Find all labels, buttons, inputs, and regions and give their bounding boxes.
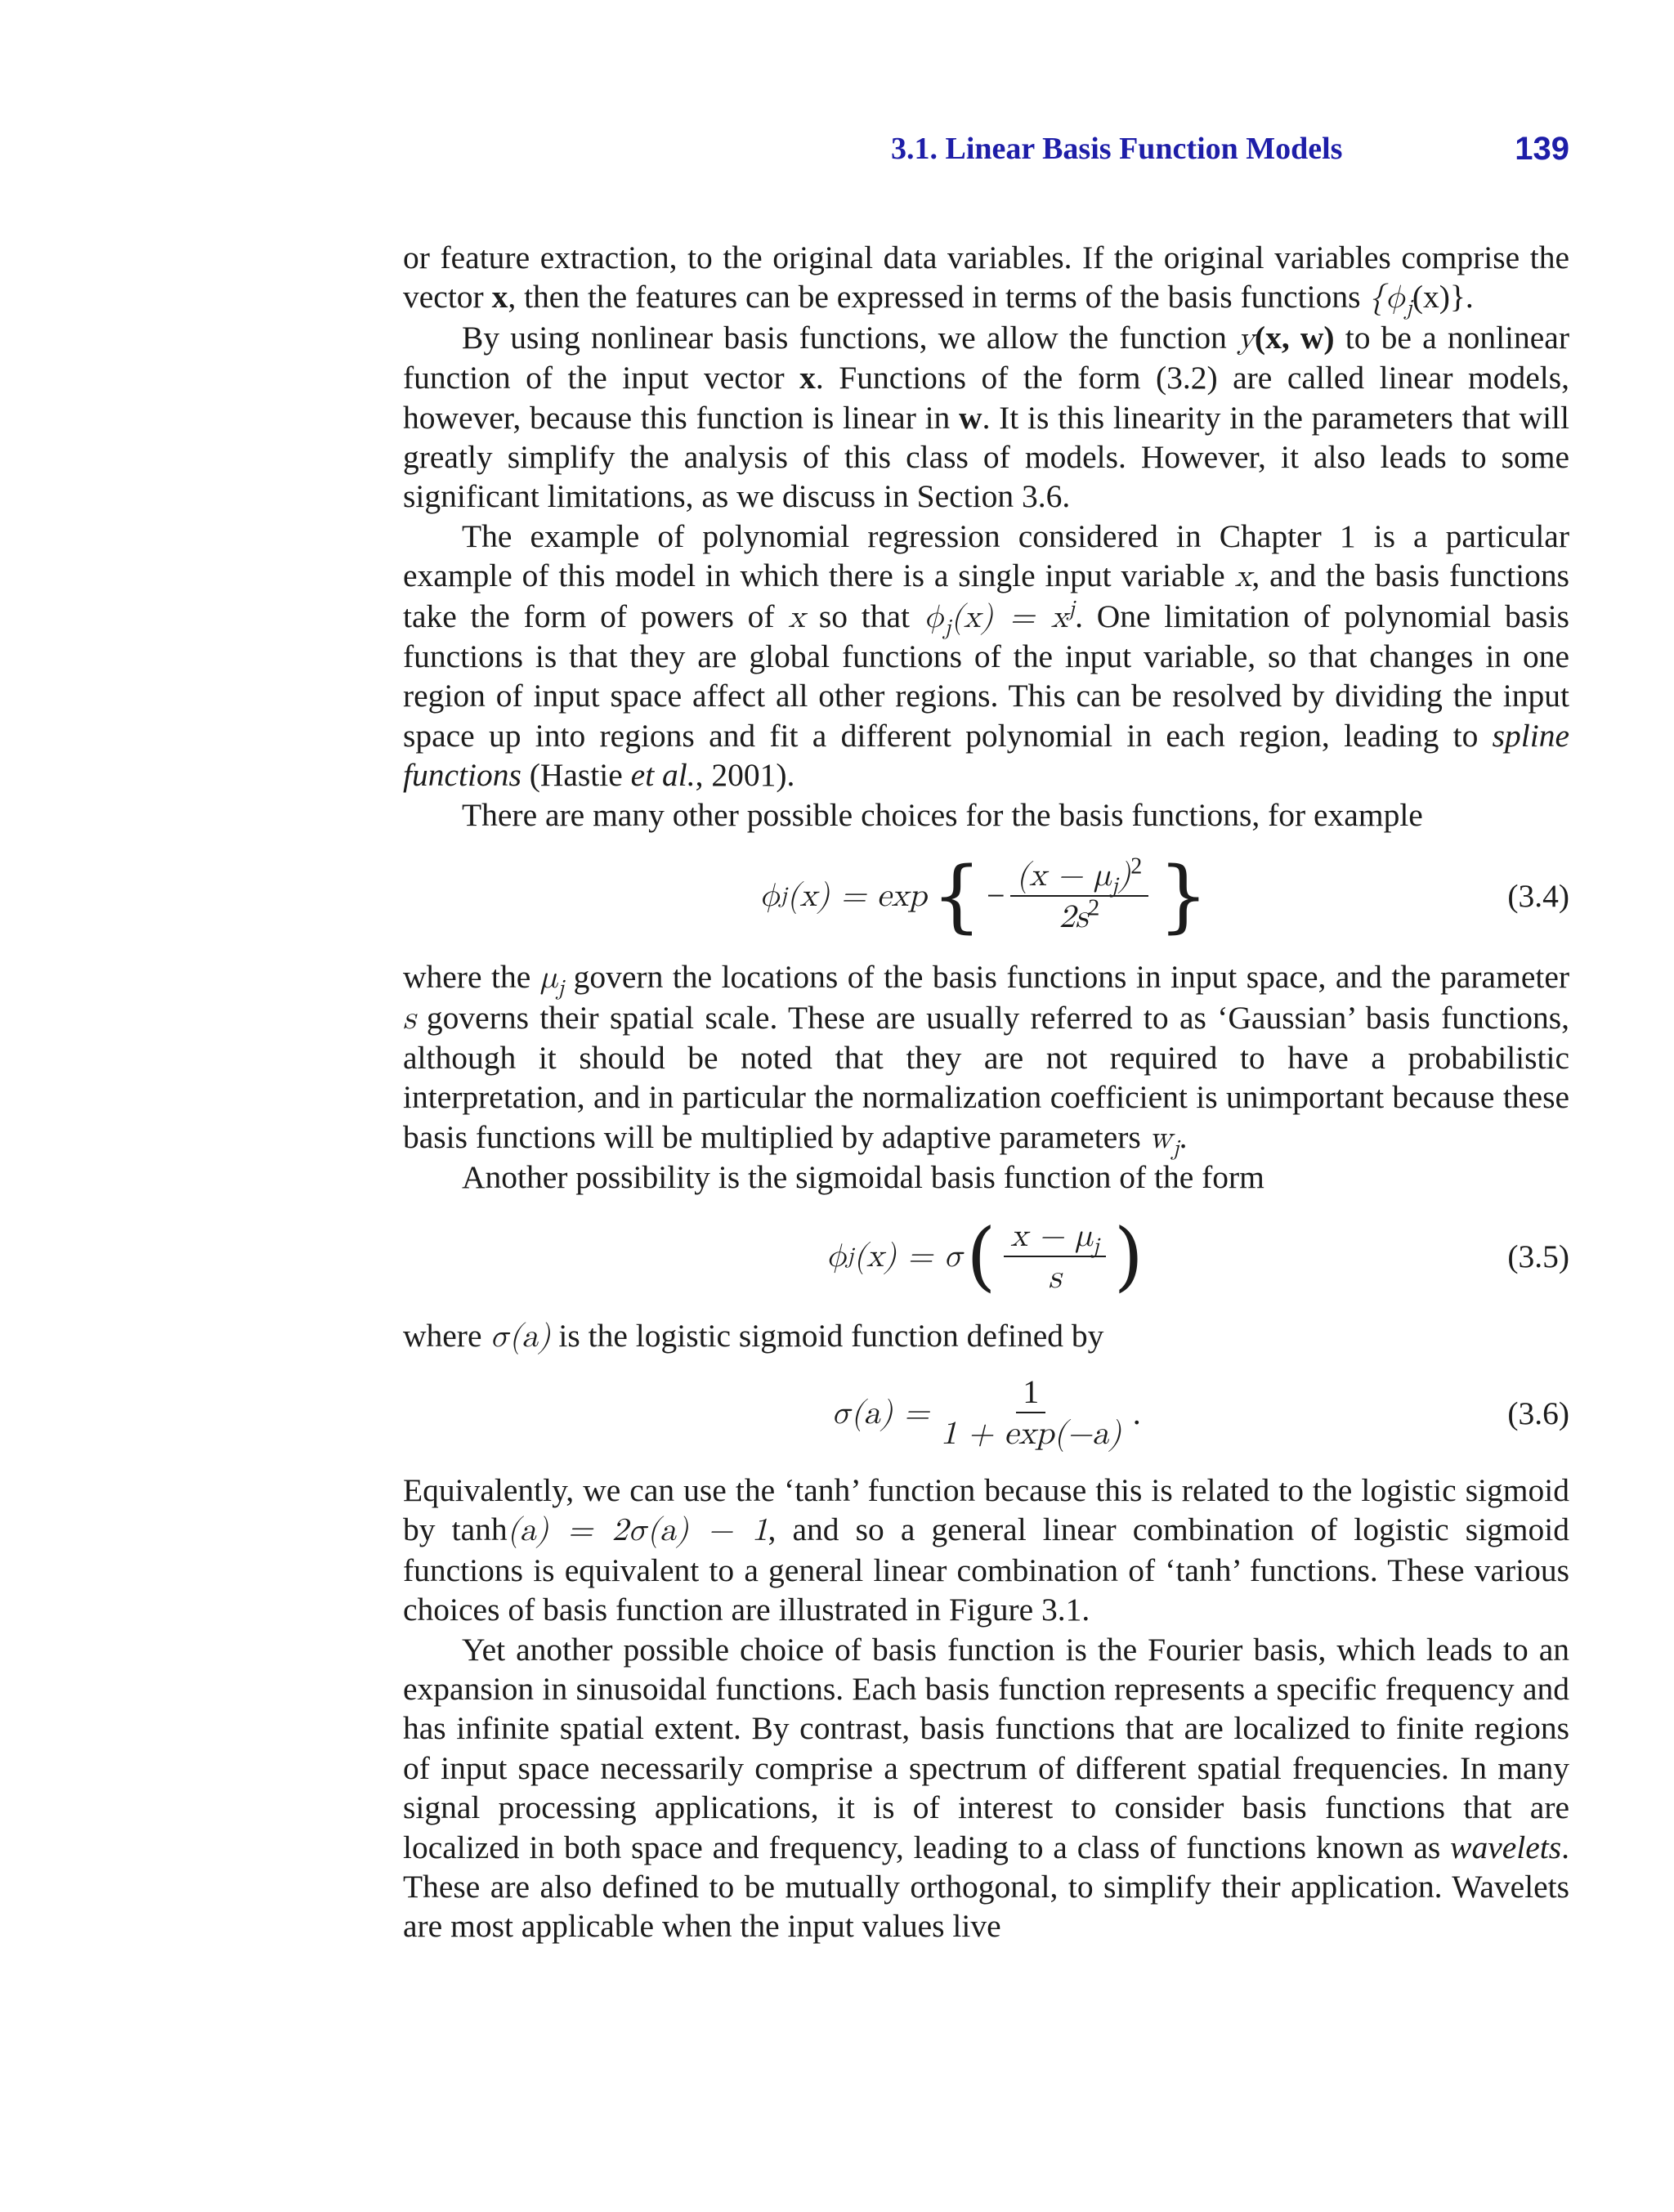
paragraph-4: There are many other possible choices for the basis functions, for example — [462, 796, 1423, 833]
paragraph-7: where σ(a) is the logistic sigmoid function defined by — [403, 1317, 1104, 1354]
paragraph-8: Equivalently, we can use the ‘tanh’ function because this is related to the logistic sigmoid by tanh(a) = 2σ(a) − 1, and so a general linear combination of logistic sigmoid functions is equivalent to a general linear combination of ‘tanh’ functions. These various choices of basis function are illustrated in Figure 3.1. — [403, 1471, 1569, 1628]
section-title: 3.1. Linear Basis Function Models — [891, 132, 1343, 166]
equation-number: (3.4) — [1507, 877, 1569, 914]
equation-3-5: ϕ j (x) = σ ( $\frac{x - \mu_j}{s}$ ) (3.5) — [826, 1212, 1569, 1301]
paragraph-3: The example of polynomial regression considered in Chapter 1 is a particular example of this model in which there is a single input variable x, and the basis functions take the form of powers of x so that $\phi_j(x) = x^j$. One limitation of polynomial basis functions is that they are global functions of the input variable, so that changes in one region of input space affect all other regions. This can be resolved by dividing the input space up into regions and fit a different polynomial in each region, leading to spline functions (Hastie et al., 2001). — [403, 517, 1570, 794]
running-header — [891, 131, 1569, 180]
page-number: 139 — [1515, 131, 1569, 167]
equation-3-6: σ(a) = $\frac{1}{1 + \exp(-a)}$ . (3.6) — [831, 1373, 1569, 1451]
paragraph-1: or feature extraction, to the original data variables. If the original variables comprise the vector x, then the features can be expressed in terms of the basis functions $\{\phi_j(x)\}$. — [403, 240, 1569, 320]
paragraph-9: Yet another possible choice of basis function is the Fourier basis, which leads to an expansion in sinusoidal functions. Each basis function represents a specific frequency and has infinite spatial extent. By contrast, basis functions that are localized to finite regions of input space necessarily comprise a spectrum of different spatial frequencies. In many signal processing applications, it is of interest to consider basis functions that are localized in both space and frequency, leading to a class of functions known as wavelets. These are also defined to be mutually orthogonal, to simplify their application. Wavelets are most applicable when the input values live — [403, 1631, 1569, 1945]
paragraph-5: where the $\mu_j$ govern the locations of the basis functions in input space, and the parameter s governs their spatial scale. These are usually referred to as ‘Gaussian’ basis functions, although it should be noted that they are not required to have a probabilistic interpretation, and in particular the normalization coefficient is unimportant because these basis functions will be multiplied by adaptive parameters $w_j$. — [403, 959, 1570, 1160]
equation-number: (3.6) — [1507, 1395, 1569, 1431]
paragraph-6: Another possibility is the sigmoidal basis function of the form — [462, 1159, 1264, 1196]
body-text — [403, 238, 1569, 1946]
paragraph-2: By using nonlinear basis functions, we allow the function y(x, w) to be a nonlinear function of the input vector x. Functions of the form (3.2) are called linear models, however, because this function is linear in w. It is this linearity in the parameters that will greatly simplify the analysis of this class of models. However, it also leads to some significant limitations, as we discuss in Section 3.6. — [403, 319, 1570, 515]
equation-3-4: ϕ j (x) = exp { − $\frac{(x - \mu_j)^2}{2s^2}$ } (3.4) — [759, 850, 1569, 943]
equation-number: (3.5) — [1507, 1238, 1569, 1274]
